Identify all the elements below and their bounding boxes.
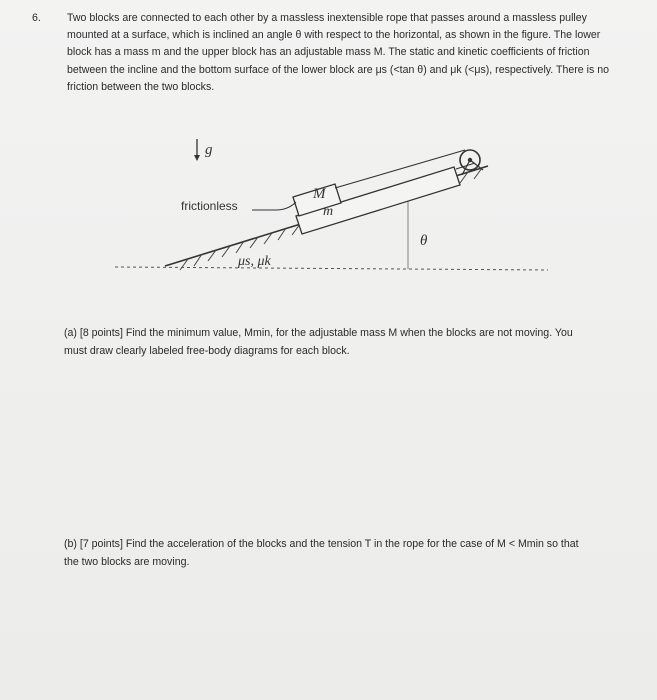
part-b — [64, 536, 584, 571]
frictionless-leader — [252, 202, 296, 210]
part-a — [64, 325, 584, 360]
angle-label: θ — [420, 233, 428, 249]
problem-number: 6. — [32, 12, 41, 24]
part-b-label: (b) [7 points] — [64, 538, 123, 550]
incline-figure — [110, 130, 560, 280]
upper-block-label: M — [313, 186, 326, 202]
part-b-text: Find the acceleration of the blocks and the tension T in the rope for the case of M < Mmin so that the two blocks are moving. — [64, 538, 579, 568]
part-a-label: (a) [8 points] — [64, 327, 123, 339]
part-a-text: Find the minimum value, Mmin, for the adjustable mass M when the blocks are not moving. You must draw clearly labeled free-body diagrams for each block. — [64, 327, 573, 357]
problem-statement — [32, 10, 622, 96]
lower-block-label: m — [323, 204, 334, 219]
friction-coefficients-label: μs, μk — [238, 254, 271, 269]
frictionless-label: frictionless — [181, 199, 238, 213]
gravity-label: g — [205, 142, 213, 158]
gravity-arrowhead — [194, 155, 200, 161]
problem-text: Two blocks are connected to each other by a massless inextensible rope that passes around a massless pulley mounted at a surface, which is inclined an angle θ with respect to the horizontal, as shown in the figure. The lower block has a mass m and the upper block has an adjustable mass M. The static and kinetic coefficients of friction between the incline and the bottom surface of the lower block are μs (<tan θ) and μk (<μs), respectively. There is no friction between the two blocks. — [67, 12, 609, 93]
